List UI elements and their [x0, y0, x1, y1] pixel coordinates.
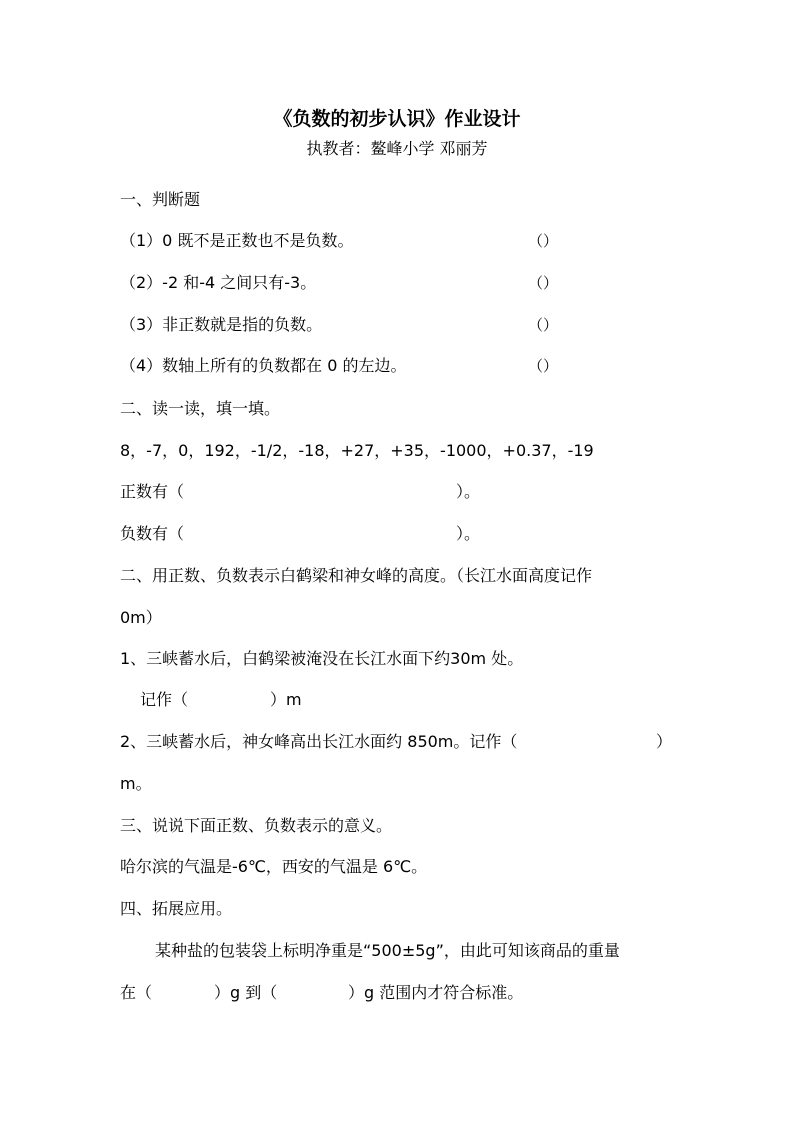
section-heading-heights-cont: 0m）	[120, 608, 162, 627]
judgment-item-3: （3）非正数就是指的负数。	[120, 315, 323, 334]
question-2: 2、三峡蓄水后，神女峰高出长江水面约 850m。记作（	[120, 732, 518, 751]
section-heading-read-fill: 二、读一读，填一填。	[120, 399, 281, 418]
positive-close: ）。	[456, 482, 481, 501]
application-text-prefix: 在（	[120, 983, 153, 1002]
answer-paren-4[interactable]: （）	[528, 357, 559, 375]
positive-label: 正数有（	[120, 482, 185, 501]
section-heading-application: 四、拓展应用。	[120, 899, 233, 918]
answer-paren-3[interactable]: （）	[528, 316, 559, 334]
section-heading-meaning: 三、说说下面正数、负数表示的意义。	[120, 816, 393, 835]
q1-record-label: 记作（	[140, 690, 189, 709]
application-text-middle: ）g 到（	[214, 983, 278, 1002]
answer-paren-2[interactable]: （）	[528, 274, 559, 292]
application-text-suffix: ）g 范围内才符合标准。	[348, 983, 524, 1002]
number-list: 8，-7，0，192，-1/2，-18，+27，+35，-1000，+0.37，-19	[120, 441, 594, 460]
q2-close-paren: ）	[656, 732, 673, 751]
section-heading-judgment: 一、判断题	[120, 190, 201, 209]
question-1: 1、三峡蓄水后，白鹤梁被淹没在长江水面下约30m 处。	[120, 649, 524, 668]
q1-record-unit: ）m	[270, 690, 302, 709]
judgment-item-2: （2）-2 和-4 之间只有-3。	[120, 273, 317, 292]
section-heading-heights: 二、用正数、负数表示白鹤梁和神女峰的高度。（长江水面高度记作	[120, 566, 593, 585]
temperature-text: 哈尔滨的气温是-6℃，西安的气温是 6℃。	[120, 857, 428, 876]
application-text-line1: 某种盐的包装袋上标明净重是“500±5g”，由此可知该商品的重量	[155, 941, 620, 960]
q2-unit: m。	[120, 774, 152, 793]
judgment-item-1: （1）0 既不是正数也不是负数。	[120, 231, 354, 250]
negative-label: 负数有（	[120, 524, 185, 543]
answer-paren-1[interactable]: （）	[528, 232, 559, 250]
judgment-item-4: （4）数轴上所有的负数都在 0 的左边。	[120, 356, 407, 375]
negative-close: ）。	[456, 524, 481, 543]
author-line: 执教者：鳌峰小学 邓丽芳	[306, 139, 488, 158]
page-title: 《负数的初步认识》作业设计	[273, 108, 521, 130]
